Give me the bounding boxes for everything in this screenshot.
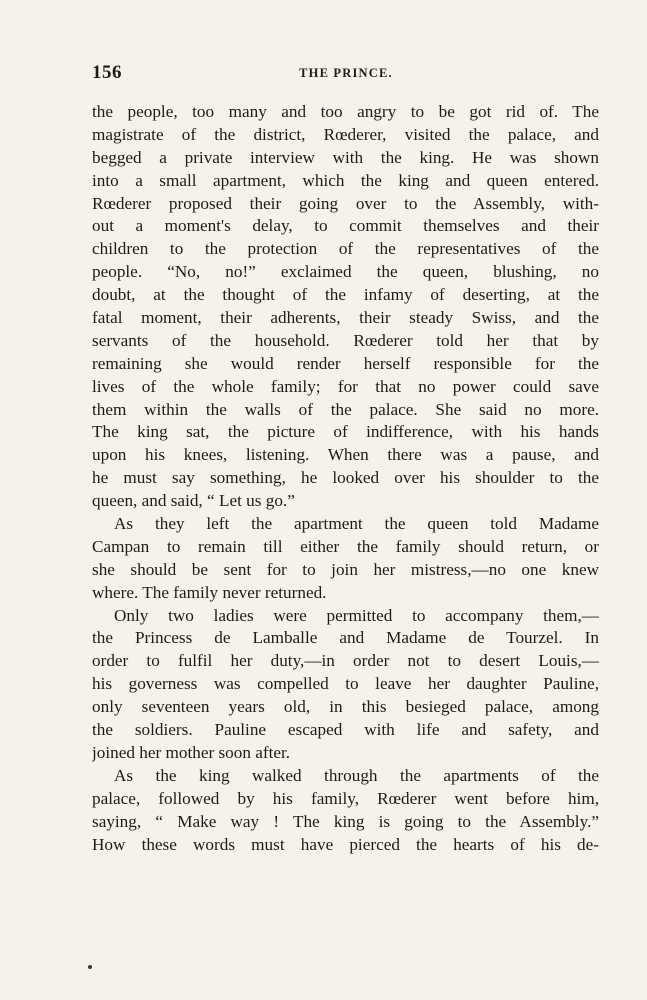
text-line: How these words must have pierced the hearts of his de- bbox=[92, 834, 599, 854]
text-line: into a small apartment, which the king and queen entered. bbox=[92, 170, 599, 190]
text-line: begged a private interview with the king. He was shown bbox=[92, 147, 599, 167]
paragraph bbox=[92, 765, 599, 857]
paragraph bbox=[92, 513, 599, 605]
text-line: As the king walked through the apartments of the bbox=[114, 765, 599, 785]
text-line: his governess was compelled to leave her daughter Pauline, bbox=[92, 674, 599, 694]
text-line: As they left the apartment the queen told Madame bbox=[114, 514, 599, 534]
text-line: magistrate of the district, Rœderer, visited the palace, and bbox=[92, 124, 599, 144]
text-line: the Princess de Lamballe and Madame de Tourzel. In bbox=[92, 628, 599, 648]
text-line: the soldiers. Pauline escaped with life and safety, and bbox=[92, 720, 599, 740]
page-header bbox=[92, 62, 600, 86]
text-line: queen, and said, “ Let us go.” bbox=[92, 491, 295, 511]
text-line: saying, “ Make way ! The king is going to the Assembly.” bbox=[92, 811, 599, 831]
text-line: where. The family never returned. bbox=[92, 582, 327, 602]
text-line: people. “No, no!” exclaimed the queen, blushing, no bbox=[92, 262, 599, 282]
text-line: lives of the whole family; for that no power could save bbox=[92, 376, 599, 396]
paragraph bbox=[92, 605, 599, 765]
text-line: doubt, at the thought of the infamy of deserting, at the bbox=[92, 285, 599, 305]
text-line: children to the protection of the representatives of the bbox=[92, 239, 599, 259]
running-title: THE PRINCE. bbox=[299, 66, 393, 80]
text-line: Rœderer proposed their going over to the Assembly, with- bbox=[92, 193, 599, 213]
text-line: them within the walls of the palace. She said no more. bbox=[92, 399, 599, 419]
text-line: joined her mother soon after. bbox=[92, 742, 291, 762]
text-line: remaining she would render herself responsible for the bbox=[92, 353, 599, 373]
text-line: fatal moment, their adherents, their steady Swiss, and the bbox=[92, 308, 599, 328]
text-line: order to fulfil her duty,—in order not to desert Louis,— bbox=[92, 651, 599, 671]
text-line: the people, too many and too angry to be got rid of. The bbox=[92, 102, 599, 121]
text-line: upon his knees, listening. When there was a pause, and bbox=[92, 445, 599, 465]
text-line: The king sat, the picture of indifference, with his hands bbox=[92, 422, 599, 442]
text-line: Campan to remain till either the family should return, or bbox=[92, 536, 599, 556]
ink-speck bbox=[88, 965, 92, 969]
text-line: out a moment's delay, to commit themselves and their bbox=[92, 216, 599, 236]
text-line: she should be sent for to join her mistress,—no one knew bbox=[92, 559, 599, 579]
text-line: Only two ladies were permitted to accompany them,— bbox=[114, 605, 599, 625]
text-line: servants of the household. Rœderer told her that by bbox=[92, 330, 599, 350]
paragraph bbox=[92, 101, 599, 513]
text-line: palace, followed by his family, Rœderer went before him, bbox=[92, 788, 599, 808]
body-text bbox=[92, 101, 599, 856]
text-line: he must say something, he looked over his shoulder to the bbox=[92, 468, 599, 488]
page-number: 156 bbox=[92, 62, 122, 83]
text-line: only seventeen years old, in this besieged palace, among bbox=[92, 697, 599, 717]
